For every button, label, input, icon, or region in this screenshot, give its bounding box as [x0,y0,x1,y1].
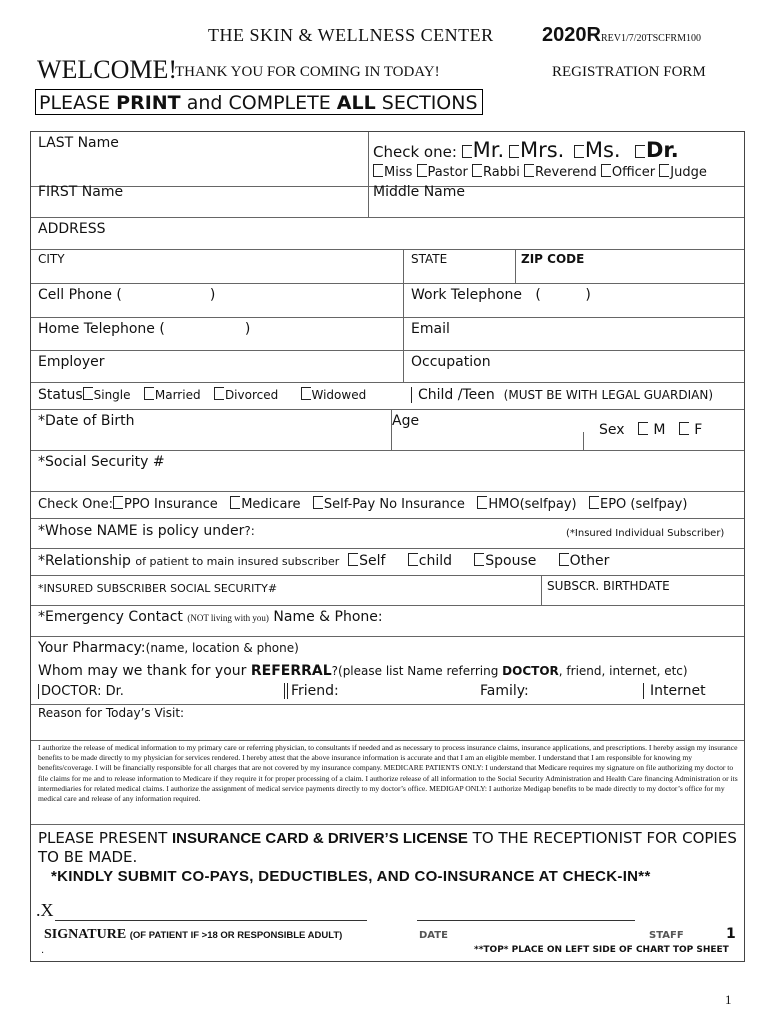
ref-internet: Internet [650,683,706,699]
signature-label [44,927,342,943]
self-label: Self [359,553,386,569]
row-line [31,740,744,741]
emergency-tail: Name & Phone: [273,609,383,625]
print-text-2: PRINT [116,92,181,114]
col-line [515,249,516,283]
work-text: Work Telephone [411,287,523,303]
checkbox-miss[interactable] [373,164,383,177]
col-line [583,432,584,450]
welcome-heading: WELCOME! [37,55,178,84]
form-code: 2020R [542,24,601,46]
row-line [31,350,744,351]
reverend-label: Reverend [535,165,597,180]
title-check-row [373,138,679,162]
ref-family: Family: [480,683,529,699]
first-name-label: FIRST Name [38,184,124,200]
present-insurance-notice [38,829,744,866]
row-line [31,283,744,284]
child-rel-label: child [418,553,452,569]
present-3: TO THE RECEPTIONIST FOR COPIES TO BE MADE. [38,829,737,866]
dot-mark: . [41,945,45,956]
ref-friend: Friend: [291,683,339,699]
row-line [31,382,744,383]
sex-row [599,422,702,438]
age-label: Age [392,413,420,429]
row-line [31,605,744,606]
referral-2: REFERRAL [250,663,332,679]
signature-text: SIGNATURE [44,927,127,942]
pastor-label: Pastor [427,165,468,180]
print-text-4: ALL [336,92,376,114]
ms-label: Ms. [584,138,621,162]
row-line [31,636,744,637]
pharmacy-label [38,640,299,656]
reason-label: Reason for Today’s Visit: [38,706,185,720]
checkbox-mrs[interactable] [509,145,519,158]
status-label: Status [38,387,83,403]
row-line [31,249,744,250]
checkbox-ppo[interactable] [113,496,123,509]
row-line [31,317,744,318]
sex-label: Sex [599,422,625,438]
checkbox-pastor[interactable] [417,164,427,177]
ppo-label: PPO Insurance [123,497,218,512]
dr-label: Dr. [645,138,679,162]
copay-notice: *KINDLY SUBMIT CO-PAYS, DEDUCTIBLES, AND CO-INSURANCE AT CHECK-IN** [51,868,651,885]
checkbox-medicare[interactable] [230,496,240,509]
referral-4: DOCTOR [502,664,559,678]
row-line [31,824,744,825]
registration-form [30,131,745,962]
occupation-label: Occupation [411,354,491,370]
checkbox-single[interactable] [83,387,93,400]
checkbox-reverend[interactable] [524,164,534,177]
col-line [541,575,542,605]
child-teen-row [411,387,713,403]
pharmacy-note: (name, location & phone) [145,641,299,655]
work-paren: ( ) [535,287,591,303]
present-1: PLEASE PRESENT [38,829,173,847]
other-label: Other [569,553,610,569]
middle-name-label: Middle Name [373,184,465,200]
ref-doctor: DOCTOR: Dr. [41,684,124,699]
male-label: M [653,422,666,438]
spouse-label: Spouse [485,553,537,569]
signature-note: (OF PATIENT IF >18 OR RESPONSIBLE ADULT) [129,930,343,941]
child-label: Child /Teen [418,387,495,403]
dob-label: *Date of Birth [38,413,135,429]
zip-label: ZIP CODE [521,252,585,266]
print-text-5: SECTIONS [375,92,478,114]
signature-x: .X [36,900,54,920]
address-label: ADDRESS [38,221,106,237]
date-label: DATE [419,930,448,941]
checkbox-male[interactable] [638,422,648,435]
print-instruction [35,89,483,115]
home-phone-label [38,321,250,337]
judge-label: Judge [670,165,707,180]
checkbox-mr[interactable] [462,145,472,158]
title-check-row-2 [373,164,707,180]
top-sheet-note: **TOP* PLACE ON LEFT SIDE OF CHART TOP SHEET [474,945,729,955]
referral-5: , friend, internet, etc) [558,664,688,678]
checkbox-hmo[interactable] [477,496,487,509]
email-label: Email [411,321,450,337]
print-text-1: PLEASE [39,92,117,114]
center-title: THE SKIN & WELLNESS CENTER [208,25,494,45]
checkbox-ms[interactable] [574,145,584,158]
page-number: 1 [725,992,732,1007]
married-label: Married [154,388,201,402]
ref-internet-row [643,683,706,699]
referral-options [38,684,124,699]
policy-name-label [38,523,255,539]
checkbox-widowed[interactable] [301,387,311,400]
checkbox-spouse[interactable] [474,553,484,566]
cell-close: ) [209,287,216,303]
widowed-label: Widowed [311,388,367,402]
hmo-label: HMO(selfpay) [488,497,577,512]
subscriber-birthdate-label: SUBSCR. BIRTHDATE [547,579,670,593]
officer-label: Officer [611,165,656,180]
col-line [403,249,404,383]
insured-ssn-label: *INSURED SUBSCRIBER SOCIAL SECURITY# [38,582,278,595]
row-line [31,548,744,549]
epo-label: EPO (selfpay) [600,497,688,512]
medicare-label: Medicare [241,497,301,512]
check-one-label: Check one: [373,143,457,161]
checkbox-female[interactable] [679,422,689,435]
divorced-label: Divorced [224,388,279,402]
rabbi-label: Rabbi [483,165,520,180]
ref-friend-row [284,683,339,699]
selfpay-label: Self-Pay No Insurance [323,497,465,512]
thanks-text: THANK YOU FOR COMING IN TODAY! [175,64,440,80]
checkbox-judge[interactable] [659,164,669,177]
row-line [31,409,744,410]
col-line [368,132,369,217]
row-line [31,704,744,705]
row-line [31,491,744,492]
row-line [31,575,744,576]
city-label: CITY [38,252,65,266]
mr-label: Mr. [472,138,505,162]
date-line[interactable] [417,920,635,921]
checkbox-rabbi[interactable] [472,164,482,177]
form-name: REGISTRATION FORM [552,64,706,80]
print-text-3: and COMPLETE [180,92,337,114]
insurance-type-row [38,496,687,512]
home-close: ) [244,321,251,337]
staff-number: 1 [726,926,736,942]
ssn-label: *Social Security # [38,454,165,470]
emergency-note: (NOT living with you) [187,613,269,623]
relationship-note: of patient to main insured subscriber [135,555,340,568]
policy-text: *Whose NAME is policy under [38,523,245,539]
staff-label: STAFF [649,930,684,941]
checkbox-divorced[interactable] [214,387,224,400]
authorization-text: I authorize the release of medical information to my primary care or referring physician, to consultants if needed and as necessary to process insurance claims, insurance applications, and prescriptions. I hereby assign my insurance benefits to be made directly to my physician for services rendered. I hereby attest that the above insurance information is accurate and that I am an eligible member. I understand that I am responsible for knowing my benefits/coverage. I will be financially responsible for all charges that are not covered by my insurance company. MEDICARE PATIENTS ONLY: I understand that Medicare requires my signature on file authorizing my doctor to file claims for me and to release information to Medicare if they require it for proper processing of a claim. I authorize release of all information to the Social Security Administration and Health Care financing Administration or its intermediaries for related medical claims. I authorize the assignment of medical service payments directly to my doctor’s office. MEDIGAP ONLY: I authorize Medigap benefits to be made directly to my doctor’s office for my medical care and release of any information required. [38,743,738,804]
checkbox-child[interactable] [408,553,418,566]
work-phone-label [411,287,591,303]
referral-label [38,663,688,679]
revision-code: REV1/7/20TSCFRM100 [600,33,701,44]
miss-label: Miss [384,165,413,180]
checkbox-officer[interactable] [601,164,611,177]
last-name-label: LAST Name [38,135,119,151]
female-label: F [694,422,703,438]
relationship-label: *Relationship [38,553,131,569]
marital-status-row [38,387,366,403]
checkbox-married[interactable] [144,387,154,400]
checkbox-selfpay[interactable] [313,496,323,509]
pharmacy-text: Your Pharmacy: [38,640,146,656]
present-2: INSURANCE CARD & DRIVER’S LICENSE [172,830,468,847]
signature-line[interactable] [55,920,367,921]
single-label: Single [93,388,131,402]
child-note: (MUST BE WITH LEGAL GUARDIAN) [503,388,714,402]
checkbox-epo[interactable] [589,496,599,509]
cell-open: Cell Phone ( [38,287,122,303]
emergency-text: *Emergency Contact [38,609,183,625]
checkbox-dr[interactable] [635,145,645,158]
relationship-row [38,553,609,569]
emergency-contact-label [38,609,383,625]
insured-note: (*Insured Individual Subscriber) [566,528,725,539]
row-line [31,450,744,451]
checkbox-self[interactable] [348,553,358,566]
mrs-label: Mrs. [519,138,565,162]
checkbox-other[interactable] [559,553,569,566]
referral-3: ?(please list Name referring [331,664,503,678]
row-line [31,518,744,519]
employer-label: Employer [38,354,105,370]
ins-check-label: Check One: [38,497,113,512]
row-line [31,217,744,218]
state-label: STATE [411,252,448,266]
home-open: Home Telephone ( [38,321,165,337]
cell-phone-label [38,287,215,303]
referral-1: Whom may we thank for your [38,663,251,679]
form-revision [542,24,701,47]
policy-q: ?: [244,524,255,538]
